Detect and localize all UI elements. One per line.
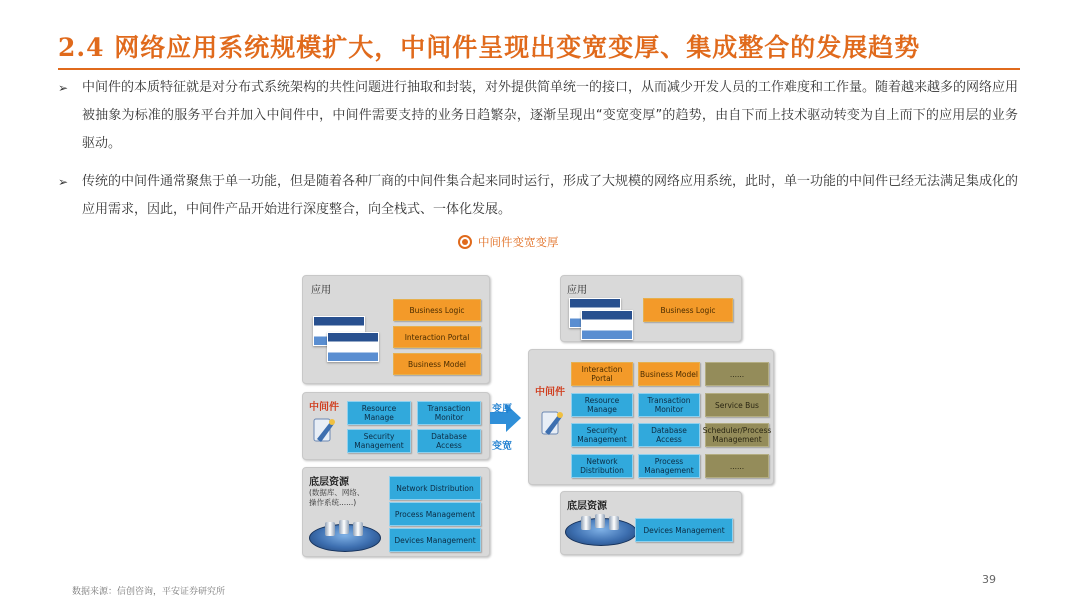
left-middleware-box: Transaction Monitor xyxy=(417,401,481,425)
left-middleware-box: Database Access xyxy=(417,429,481,453)
right-base-box: Devices Management xyxy=(635,518,733,542)
page-number: 39 xyxy=(982,573,996,586)
bullet-item xyxy=(58,74,1018,158)
title-divider xyxy=(58,68,1020,70)
page-title: 2.4 网络应用系统规模扩大，中间件呈现出变宽变厚、集成整合的发展趋势 xyxy=(58,33,921,62)
bullet-arrow-icon: ➢ xyxy=(58,175,69,189)
figure-caption xyxy=(458,233,559,251)
right-middleware-panel xyxy=(528,349,774,485)
middleware-icon xyxy=(311,415,337,445)
right-app-box: Business Logic xyxy=(643,298,733,322)
bullet-item xyxy=(58,168,1018,224)
left-base-sublabel: (数据库、网络、操作系统......) xyxy=(309,488,365,507)
arrow-label-thicker: 变厚 xyxy=(492,404,512,415)
database-icon xyxy=(595,514,605,528)
right-base-panel xyxy=(560,491,742,555)
right-middleware-box: Service Bus xyxy=(705,393,769,417)
right-middleware-box: Business Model xyxy=(638,362,700,386)
left-app-panel xyxy=(302,275,490,384)
right-base-label: 底层资源 xyxy=(567,501,607,512)
bullet-text: 传统的中间件通常聚焦于单一功能，但是随着各种厂商的中间件集合起来同时运行，形成了大规模的网络应用系统，此时，单一功能的中间件已经无法满足集成化的应用需求，因此，中间件产品开始进行深度整合，向全栈式、一体化发展。 xyxy=(82,174,1019,217)
bullet-text: 中间件的本质特征就是对分布式系统架构的共性问题进行抽取和封装，对外提供简单统一的接口，从而减少开发人员的工作难度和工作量。随着越来越多的网络应用被抽象为标准的服务平台并加入中间件中，中间件需要支持的业务日趋繁杂，逐渐呈现出“变宽变厚”的趋势，由自下而上技术驱动转变为自上而下的应用层的业务驱动。 xyxy=(82,80,1019,151)
right-middleware-box: ...... xyxy=(705,362,769,386)
left-base-panel xyxy=(302,467,490,557)
right-middleware-box: Scheduler/Process Management xyxy=(705,423,769,447)
arrow-label-wider: 变宽 xyxy=(492,441,512,452)
right-middleware-box: ...... xyxy=(705,454,769,478)
database-icon xyxy=(609,516,619,530)
screenshot-thumbnail-icon xyxy=(327,332,379,362)
left-base-box: Devices Management xyxy=(389,528,481,552)
left-app-box: Business Logic xyxy=(393,299,481,321)
database-icon xyxy=(581,516,591,530)
right-middleware-box: Transaction Monitor xyxy=(638,393,700,417)
left-middleware-box: Security Management xyxy=(347,429,411,453)
left-base-box: Network Distribution xyxy=(389,476,481,500)
right-middleware-box: Network Distribution xyxy=(571,454,633,478)
right-middleware-box: Database Access xyxy=(638,423,700,447)
data-source: 数据来源：信创咨询，平安证券研究所 xyxy=(72,587,226,597)
database-icon xyxy=(353,522,363,536)
bullet-arrow-icon: ➢ xyxy=(58,81,69,95)
database-icon xyxy=(325,522,335,536)
left-middleware-label: 中间件 xyxy=(309,402,339,413)
right-middleware-box: Interaction Portal xyxy=(571,362,633,386)
right-middleware-box: Security Management xyxy=(571,423,633,447)
left-app-box: Business Model xyxy=(393,353,481,375)
right-app-panel xyxy=(560,275,742,342)
left-app-box: Interaction Portal xyxy=(393,326,481,348)
left-middleware-box: Resource Manage xyxy=(347,401,411,425)
right-middleware-box: Process Management xyxy=(638,454,700,478)
screenshot-thumbnail-icon xyxy=(581,310,633,340)
database-icon xyxy=(339,520,349,534)
right-middleware-box: Resource Manage xyxy=(571,393,633,417)
left-base-label: 底层资源 xyxy=(309,477,349,488)
target-icon xyxy=(458,235,472,249)
right-middleware-label: 中间件 xyxy=(535,387,565,398)
left-base-box: Process Management xyxy=(389,502,481,526)
figure-title: 中间件变宽变厚 xyxy=(478,235,559,249)
right-app-label: 应用 xyxy=(567,285,587,296)
left-middleware-panel xyxy=(302,392,490,460)
middleware-icon xyxy=(539,408,565,438)
left-app-label: 应用 xyxy=(311,285,331,296)
